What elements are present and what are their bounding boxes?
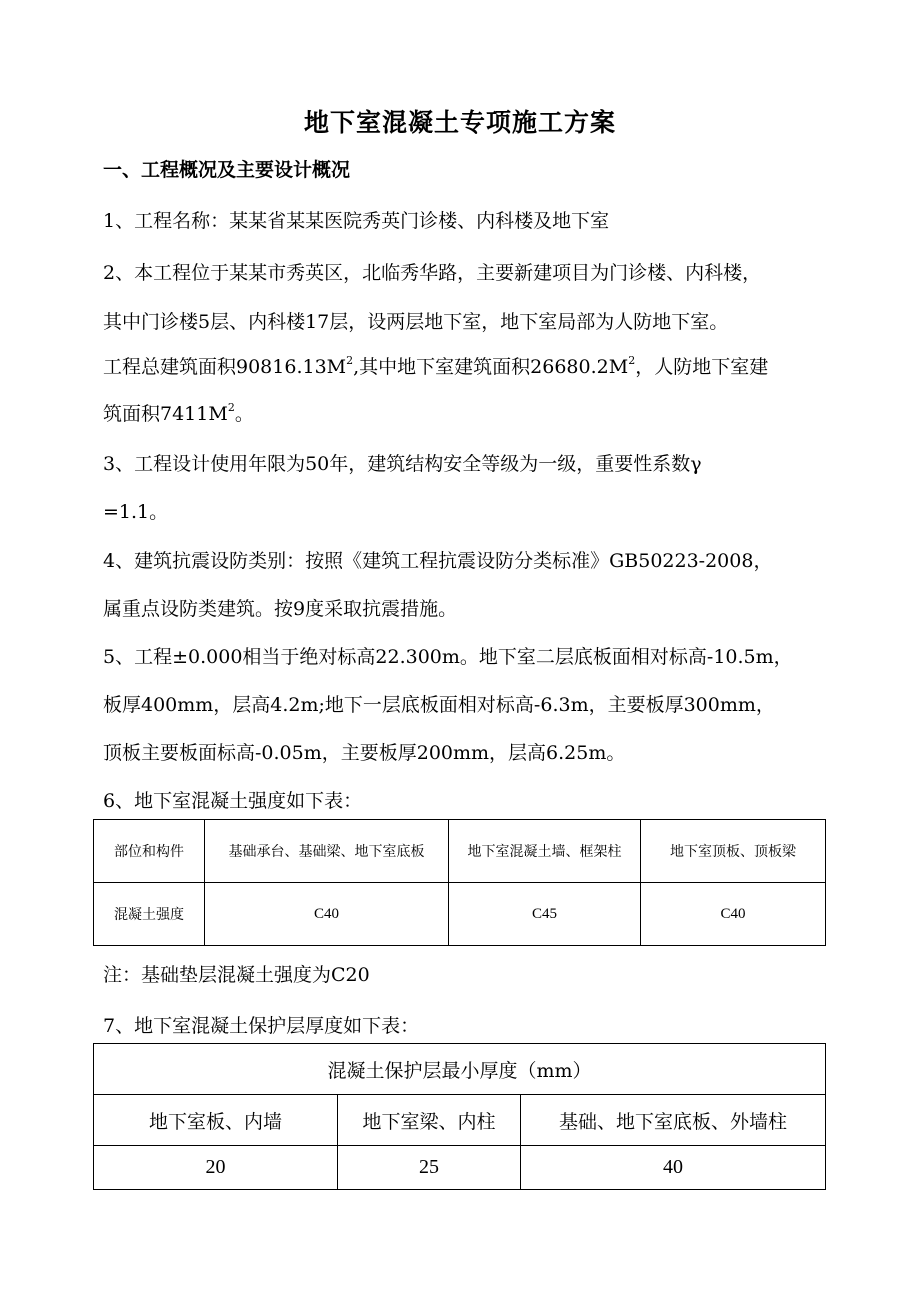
area-text-b: ,其中地下室建筑面积26680.2M — [353, 356, 629, 378]
table-header-cell: 地下室混凝土墙、框架柱 — [449, 820, 641, 883]
superscript-2: 2 — [346, 353, 354, 367]
table-caption-cell: 混凝土保护层最小厚度（mm） — [94, 1044, 826, 1095]
paragraph-location-line-1: 2、本工程位于某某市秀英区，北临秀华路，主要新建项目为门诊楼、内科楼， — [103, 262, 762, 284]
table-header-cell: 部位和构件 — [94, 820, 205, 883]
area-text-a: 工程总建筑面积90816.13M — [103, 356, 347, 378]
table-cell: 25 — [338, 1146, 521, 1190]
paragraph-seismic-line-2: 属重点设防类建筑。按9度采取抗震措施。 — [103, 598, 458, 620]
area-text-c: ，人防地下室建 — [635, 356, 769, 378]
superscript-2: 2 — [227, 400, 235, 414]
paragraph-design-life-line-2: =1.1。 — [103, 501, 169, 523]
paragraph-note: 注：基础垫层混凝土强度为C20 — [103, 964, 370, 986]
paragraph-strength-intro: 6、地下室混凝土强度如下表： — [103, 790, 363, 812]
table-header-cell: 基础承台、基础梁、地下室底板 — [205, 820, 449, 883]
table-row — [94, 1095, 826, 1146]
table-cell: C40 — [641, 883, 826, 946]
table-cell: 混凝土强度 — [94, 883, 205, 946]
table-cell: 40 — [521, 1146, 826, 1190]
paragraph-project-name: 1、工程名称：某某省某某医院秀英门诊楼、内科楼及地下室 — [103, 210, 610, 232]
concrete-cover-table — [93, 1043, 826, 1190]
table-row — [94, 1044, 826, 1095]
section-heading: 一、工程概况及主要设计概况 — [103, 159, 351, 181]
area-text-d: 筑面积7411M — [103, 403, 228, 425]
table-row — [94, 883, 826, 946]
table-row — [94, 1146, 826, 1190]
table-cell: 20 — [94, 1146, 338, 1190]
paragraph-elevation-line-2: 板厚400mm，层高4.2m;地下一层底板面相对标高-6.3m，主要板厚300mm， — [103, 694, 775, 716]
paragraph-location-line-2: 其中门诊楼5层、内科楼17层，设两层地下室，地下室局部为人防地下室。 — [103, 311, 729, 333]
paragraph-elevation-line-1: 5、工程±0.000相当于绝对标高22.300m。地下室二层底板面相对标高-10.5m， — [103, 646, 793, 668]
area-text-e: 。 — [234, 403, 254, 425]
paragraph-elevation-line-3: 顶板主要板面标高-0.05m，主要板厚200mm，层高6.25m。 — [103, 742, 626, 764]
table-cell: C45 — [449, 883, 641, 946]
table-cell: C40 — [205, 883, 449, 946]
paragraph-seismic-line-1: 4、建筑抗震设防类别：按照《建筑工程抗震设防分类标准》GB50223-2008， — [103, 550, 773, 572]
paragraph-cover-intro: 7、地下室混凝土保护层厚度如下表： — [103, 1015, 420, 1037]
paragraph-area-line-2 — [103, 399, 254, 426]
paragraph-design-life-line-1: 3、工程设计使用年限为50年，建筑结构安全等级为一级，重要性系数γ — [103, 453, 702, 475]
table-header-cell: 地下室顶板、顶板梁 — [641, 820, 826, 883]
superscript-2: 2 — [628, 353, 636, 367]
paragraph-area-line-1 — [103, 352, 768, 379]
table-row — [94, 820, 826, 883]
table-header-cell: 地下室板、内墙 — [94, 1095, 338, 1146]
table-header-cell: 基础、地下室底板、外墙柱 — [521, 1095, 826, 1146]
concrete-strength-table — [93, 819, 826, 946]
page-title: 地下室混凝土专项施工方案 — [303, 108, 616, 137]
table-header-cell: 地下室梁、内柱 — [338, 1095, 521, 1146]
